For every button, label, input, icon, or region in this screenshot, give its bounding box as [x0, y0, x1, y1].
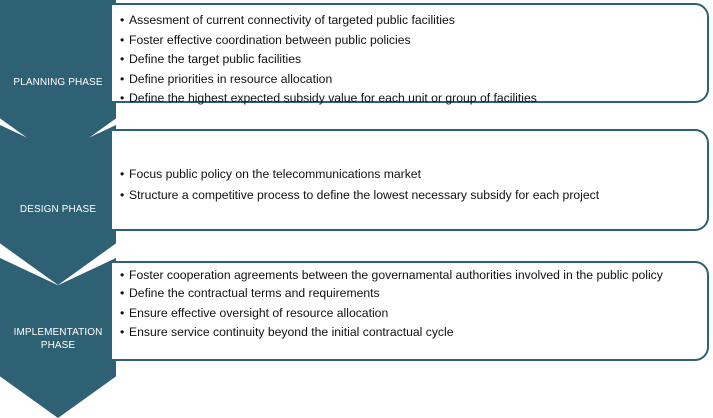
bullet-icon: • — [120, 286, 125, 300]
list-item — [120, 304, 699, 324]
list-item — [120, 323, 699, 343]
list-item-text: Foster effective coordination between public policies — [129, 32, 411, 47]
list-item — [120, 164, 699, 185]
list-item — [120, 50, 699, 70]
list-item — [120, 284, 699, 304]
list-item-text: Structure a competitive process to define the lowest necessary subsidy for each project — [129, 188, 600, 202]
bullet-icon: • — [120, 13, 125, 27]
list-item — [120, 185, 699, 206]
list-item-text: Define the target public facilities — [129, 52, 302, 66]
bullet-icon: • — [120, 325, 125, 339]
planning-phase-list — [120, 11, 699, 109]
bullet-icon: • — [120, 305, 125, 320]
bullet-icon: • — [120, 268, 125, 282]
list-item — [120, 89, 699, 109]
list-item — [120, 267, 699, 283]
bullet-icon: • — [120, 188, 125, 202]
list-item-text: Define priorities in resource allocation — [129, 71, 333, 86]
planning-phase-label: PLANNING PHASE — [13, 77, 103, 88]
bullet-icon: • — [120, 71, 125, 86]
list-item — [120, 11, 699, 31]
bullet-icon: • — [120, 91, 125, 105]
list-item-text: Define the highest expected subsidy value for each unit or group of facilities — [129, 91, 537, 105]
implementation-phase-list — [120, 267, 699, 343]
bullet-icon: • — [120, 32, 125, 47]
list-item-text: Focus public policy on the telecommunications market — [129, 167, 421, 181]
list-item — [120, 70, 699, 90]
list-item-text: Foster cooperation agreements between the governamental authorities involved in the public policy — [129, 268, 663, 282]
list-item-text: Assesment of current connectivity of targeted public facilities — [129, 13, 455, 27]
list-item — [120, 31, 699, 51]
implementation-phase-panel — [110, 261, 709, 361]
planning-phase-panel — [110, 3, 709, 103]
list-item-text: Ensure effective oversight of resource allocation — [129, 305, 389, 320]
bullet-icon: • — [120, 52, 125, 66]
design-phase-label: DESIGN PHASE — [19, 204, 97, 215]
bullet-icon: • — [120, 167, 125, 181]
list-item-text: Define the contractual terms and requirements — [129, 286, 380, 300]
design-phase-panel — [110, 129, 709, 231]
design-phase-list — [120, 164, 699, 206]
implementation-phase-label: IMPLEMENTATION PHASE — [13, 327, 103, 351]
list-item-text: Ensure service continuity beyond the initial contractual cycle — [129, 325, 454, 339]
